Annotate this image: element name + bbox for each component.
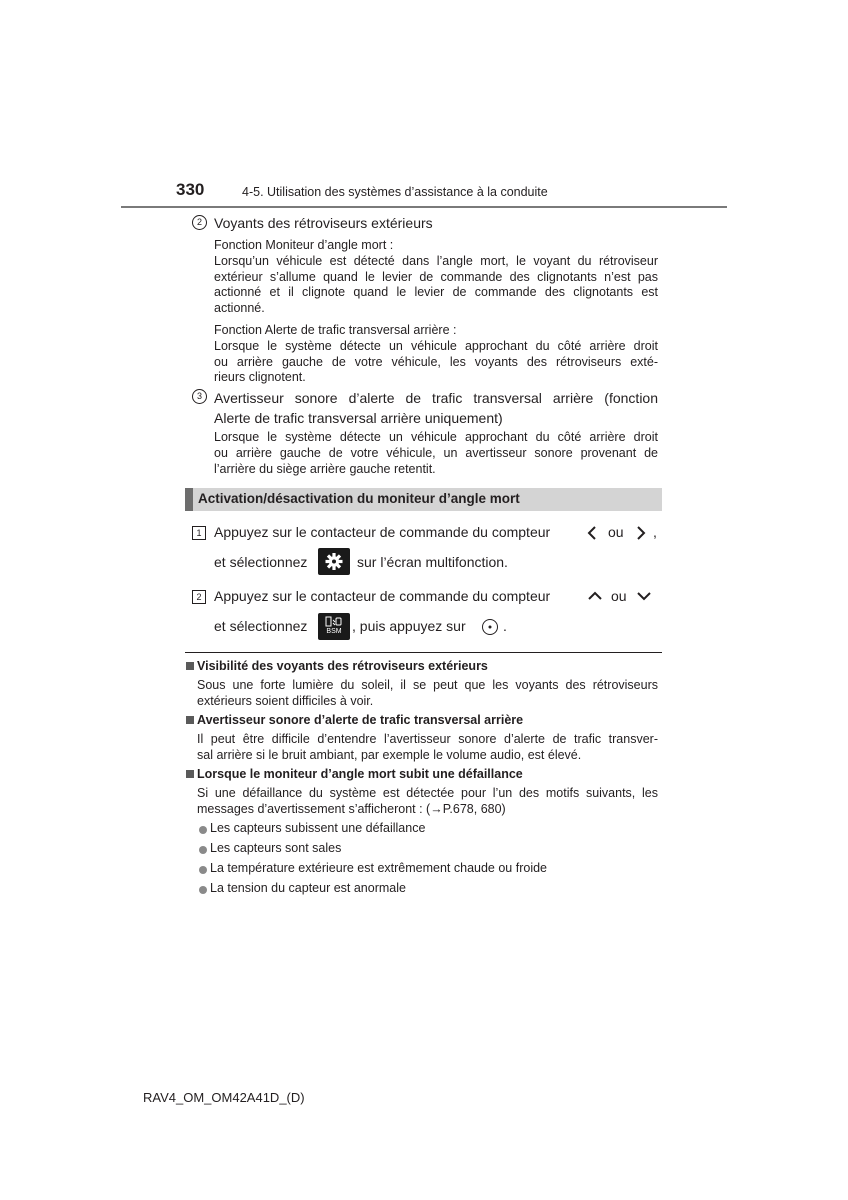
text-line: rieurs clignotent. <box>214 370 306 385</box>
notes-divider <box>185 652 662 653</box>
item3-title <box>214 388 658 428</box>
step2-text-c: , puis appuyez sur <box>352 618 466 634</box>
item3-description <box>214 430 658 477</box>
text-line: Si une défaillance du système est détectée pour l’un des motifs suivants, les <box>197 786 658 800</box>
step2-period: . <box>503 618 507 634</box>
note-body <box>197 732 658 764</box>
item2-title: Voyants des rétroviseurs extérieurs <box>214 215 433 231</box>
text-line: ou arrière gauche de votre véhicule, les voyants des rétroviseurs exté- <box>214 354 658 369</box>
bullet-dot-icon <box>199 846 207 854</box>
section-title: 4-5. Utilisation des systèmes d’assistance à la conduite <box>242 185 548 199</box>
note-body <box>197 786 658 818</box>
text-line: sal arrière si le bruit ambiant, par exemple le volume audio, est élevé. <box>197 747 582 762</box>
step2-text-b: et sélectionnez <box>214 618 308 634</box>
list-item: Les capteurs subissent une défaillance <box>210 821 426 835</box>
gear-icon <box>318 548 350 575</box>
step1-text-b: et sélectionnez <box>214 554 308 570</box>
text-line: messages d’avertissement s’afficheront : (→P.678, 680) <box>197 801 506 816</box>
bullet-dot-icon <box>199 886 207 894</box>
square-bullet-icon <box>186 716 194 724</box>
text-line: ou arrière gauche de votre véhicule, un avertisseur sonore provenant de <box>214 445 658 460</box>
chevron-right-icon <box>636 525 646 541</box>
bsm-function-label: Fonction Moniteur d’angle mort : <box>214 238 394 252</box>
bullet-dot-icon <box>199 866 207 874</box>
chevron-left-icon <box>587 525 597 541</box>
chevron-down-icon <box>636 591 652 601</box>
square-bullet-icon <box>186 770 194 778</box>
footer-code: RAV4_OM_OM42A41D_(D) <box>143 1090 305 1105</box>
text-line: actionné et il clignote quand le levier de commande des clignotants est <box>214 285 658 300</box>
note-title: Lorsque le moniteur d’angle mort subit une défaillance <box>197 767 523 781</box>
note-title: Visibilité des voyants des rétroviseurs extérieurs <box>197 659 488 673</box>
step-number-1: 1 <box>192 526 206 540</box>
step1-text-a: Appuyez sur le contacteur de commande du compteur <box>214 524 551 540</box>
step2-text-a: Appuyez sur le contacteur de commande du compteur <box>214 588 551 604</box>
text-line: Il peut être difficile d’entendre l’avertisseur sonore d’alerte de trafic transver- <box>197 732 658 746</box>
note-title: Avertisseur sonore d’alerte de trafic transversal arrière <box>197 713 524 727</box>
text-line: Lorsqu’un véhicule est détecté dans l’angle mort, le voyant du rétroviseur <box>214 253 658 268</box>
text-line: actionné. <box>214 301 265 316</box>
rcta-function-label: Fonction Alerte de trafic transversal arrière : <box>214 322 457 337</box>
bsm-icon-label: BSM <box>326 628 342 635</box>
step2-or: ou <box>611 588 627 604</box>
list-item: La tension du capteur est anormale <box>210 881 406 895</box>
text-line: l’arrière du siège arrière gauche retentit. <box>214 461 436 476</box>
note-body <box>197 678 658 710</box>
text-line: extérieurs soient difficiles à voir. <box>197 693 374 708</box>
chevron-up-icon <box>587 591 603 601</box>
title-line: Avertisseur sonore d’alerte de trafic transversal arrière (fonction <box>214 390 658 406</box>
page-number: 330 <box>176 180 205 199</box>
circled-number-2: 2 <box>192 215 207 230</box>
item2-description <box>214 238 658 386</box>
step1-or: ou <box>608 524 624 540</box>
list-item: Les capteurs sont sales <box>210 841 342 855</box>
step1-text-c: sur l’écran multifonction. <box>357 554 508 570</box>
square-bullet-icon <box>186 662 194 670</box>
circled-number-3: 3 <box>192 389 207 404</box>
header-divider <box>121 206 727 208</box>
text-line: extérieur s’allume quand le levier de commande des clignotants n’est pas <box>214 269 658 284</box>
list-item: La température extérieure est extrêmement chaude ou froide <box>210 861 547 875</box>
banner-title: Activation/désactivation du moniteur d’angle mort <box>198 491 520 506</box>
bsm-icon <box>318 613 350 640</box>
step1-comma: , <box>653 524 657 540</box>
text-line: Lorsque le système détecte un véhicule approchant du côté arrière droit <box>214 430 658 444</box>
ok-button-icon <box>481 618 499 636</box>
step-number-2: 2 <box>192 590 206 604</box>
bullet-dot-icon <box>199 826 207 834</box>
title-line: Alerte de trafic transversal arrière uniquement) <box>214 410 503 426</box>
text-line: Sous une forte lumière du soleil, il se peut que les voyants des rétroviseurs <box>197 678 658 692</box>
text-line: Lorsque le système détecte un véhicule approchant du côté arrière droit <box>214 338 658 353</box>
